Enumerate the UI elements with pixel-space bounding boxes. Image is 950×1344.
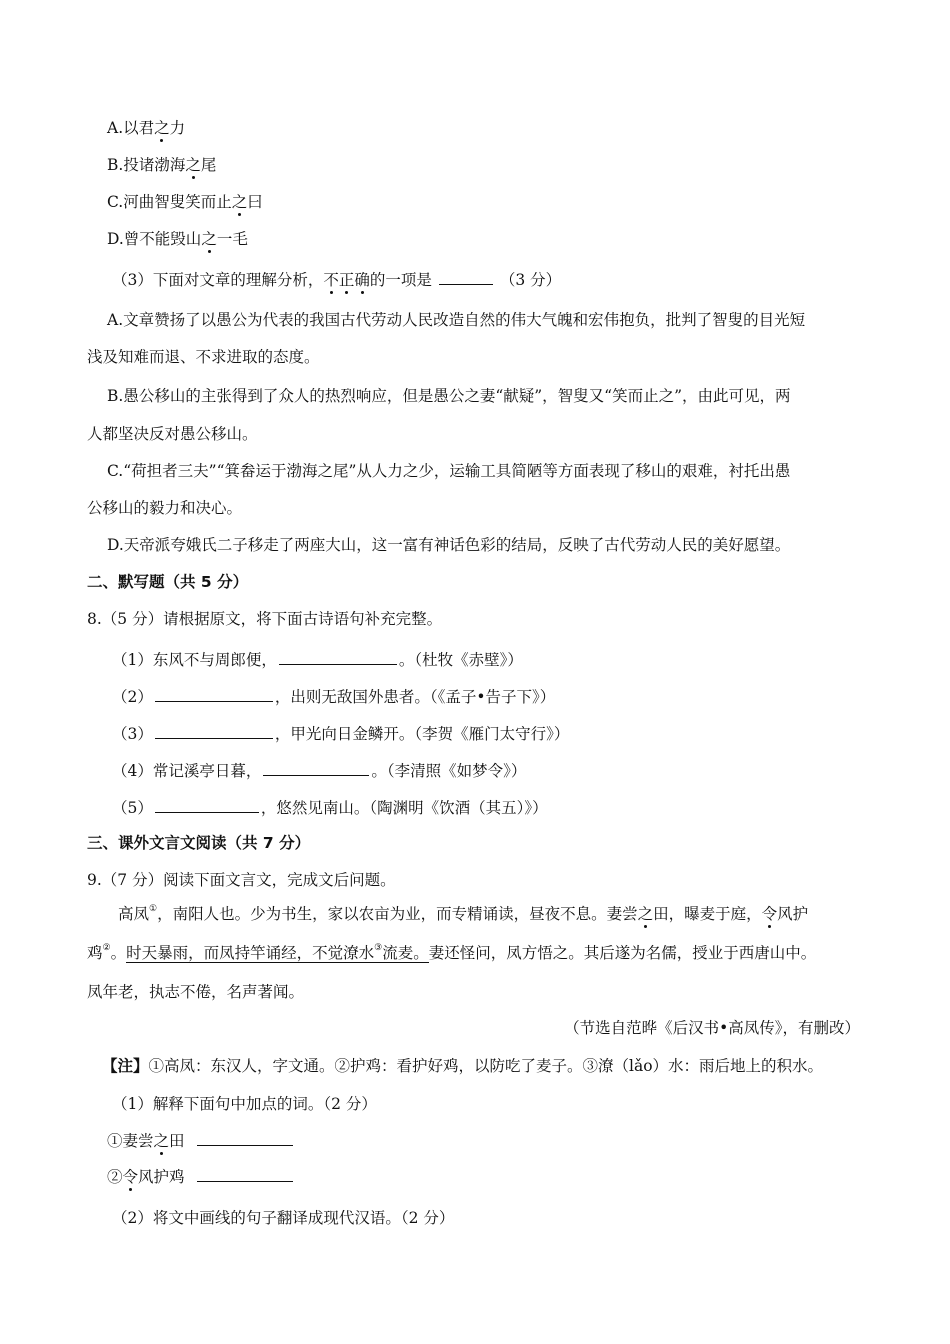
q7-option-a-text: A.以君之力 [107,119,186,137]
dot-marked-char: 令 [122,1168,139,1186]
q9-stem: 9.（7 分）阅读下面文言文，完成文后问题。 [87,871,396,889]
answer-blank[interactable] [263,761,369,776]
answer-blank[interactable] [155,687,273,702]
answer-blank[interactable] [279,650,397,665]
q7-sub3-option-b-line2: 人都坚决反对愚公移山。 [87,425,258,443]
q7-sub3-stem: （3）下面对文章的理解分析，不正确的一项是 （3 分） [112,271,562,289]
answer-blank[interactable] [439,270,493,285]
dot-marked-char: 之 [201,230,217,248]
dot-marked-char: 之 [154,119,170,137]
passage-line-3: 凤年老，执志不倦，名声著闻。 [87,983,305,1001]
q7-option-d: D.曾不能毁山之一毛 [107,230,248,248]
answer-blank[interactable] [197,1131,293,1146]
section-2-title: 二、默写题（共 5 分） [87,573,249,591]
passage-source: （节选自范晔《后汉书•高凤传》，有删改） [564,1019,860,1037]
q8-line-3: （3） ，甲光向日金鳞开。（李贺《雁门太守行》） [112,725,570,743]
q9-sub1-stem: （1）解释下面句中加点的词。（2 分） [112,1095,377,1113]
q7-option-b: B.投诸渤海之尾 [107,156,217,174]
dot-marked-char: 令 [761,905,778,923]
q8-stem: 8.（5 分）请根据原文，将下面古诗语句补充完整。 [87,610,443,628]
dot-marked-char: 之 [185,156,201,174]
q7-sub3-option-a-line2: 浅及知难而退、不求进取的态度。 [87,348,320,366]
passage-line-1: 高凤①，南阳人也。少为书生，家以农亩为业，而专精诵读，昼夜不息。妻尝之田，曝麦于庭，令风护 [118,904,809,923]
footnote-ref: ② [102,943,111,953]
dot-marked-char: 之 [231,193,248,211]
emphasis-text: 不正确 [323,271,370,289]
q8-line-2: （2） ，出则无敌国外患者。（《孟子•告子下》） [112,688,556,706]
footnote-ref: ③ [374,943,383,953]
q8-line-5: （5） ，悠然见南山。（陶渊明《饮酒（其五）》） [112,799,548,817]
q8-line-4: （4）常记溪亭日暮， 。（李清照《如梦令》） [112,762,527,780]
q7-sub3-option-c-line2: 公移山的毅力和决心。 [87,499,243,517]
answer-blank[interactable] [155,724,273,739]
q9-word-2: ②令风护鸡 [107,1167,295,1186]
q7-option-c: C.河曲智叟笑而止之曰 [107,193,263,211]
q7-sub3-option-a-line1: A.文章赞扬了以愚公为代表的我国古代劳动人民改造自然的伟大气魄和宏伟抱负，批判了智叟的目光短 [107,311,806,329]
q7-option-a [107,121,185,137]
underlined-sentence: 时天暴雨，而凤持竿诵经，不觉潦水③流麦。 [126,943,429,962]
q7-sub3-option-b-line1: B.愚公移山的主张得到了众人的热烈响应，但是愚公之妻“献疑”，智叟又“笑而止之”，由此可见，两 [107,387,791,405]
q7-sub3-option-d: D.天帝派夸娥氏二子移走了两座大山，这一富有神话色彩的结局，反映了古代劳动人民的美好愿望。 [107,536,791,554]
footnote-ref: ① [149,904,158,914]
passage-note: 【注】①高凤：东汉人，字文通。②护鸡：看护好鸡，以防吃了麦子。③潦（lǎo）水：雨后地上的积水。 [102,1057,824,1075]
answer-blank[interactable] [155,798,259,813]
q8-line-1: （1）东风不与周郎便， 。（杜牧《赤壁》） [112,651,523,669]
section-3-title: 三、课外文言文阅读（共 7 分） [87,834,311,852]
dot-marked-char: 之 [637,905,654,923]
passage-line-2: 鸡②。时天暴雨，而凤持竿诵经，不觉潦水③流麦。妻还怪问，凤方悟之。其后遂为名儒，授业于西唐山中。 [87,943,817,962]
q9-word-1: ①妻尝之田 [107,1131,295,1150]
dot-marked-char: 之 [153,1132,170,1150]
answer-blank[interactable] [197,1167,293,1182]
q9-sub2-stem: （2）将文中画线的句子翻译成现代汉语。（2 分） [112,1209,455,1227]
q7-sub3-option-c-line1: C.“荷担者三夫”“箕畚运于渤海之尾”从人力之少，运输工具简陋等方面表现了移山的艰难，衬托出愚 [107,462,791,480]
